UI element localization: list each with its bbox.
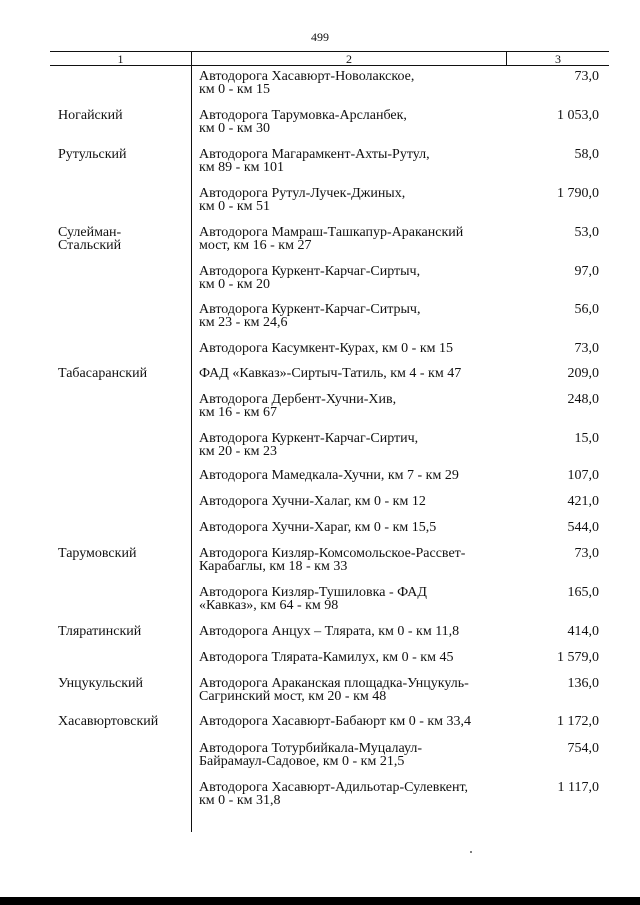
length-cell: 73,0: [574, 546, 599, 561]
road-cell: Автодорога Кизляр-Тушиловка - ФАД «Кавказ», км 64 - км 98: [199, 585, 427, 613]
district-cell: Хасавюртовский: [58, 714, 159, 729]
length-cell: 1 053,0: [557, 108, 599, 123]
scan-speck: [470, 851, 472, 853]
district-cell: Табасаранский: [58, 366, 148, 381]
length-cell: 248,0: [567, 392, 599, 407]
length-cell: 1 790,0: [557, 186, 599, 201]
road-cell: Автодорога Мамедкала-Хучни, км 7 - км 29: [199, 468, 459, 483]
district-cell: Сулейман- Стальский: [58, 225, 122, 253]
length-cell: 421,0: [567, 494, 599, 509]
length-cell: 53,0: [574, 225, 599, 240]
column-divider-1: [191, 51, 192, 832]
length-cell: 73,0: [574, 341, 599, 356]
district-cell: Ногайский: [58, 108, 123, 123]
road-cell: Автодорога Хучни-Хараг, км 0 - км 15,5: [199, 520, 437, 535]
district-cell: Рутульский: [58, 147, 127, 162]
district-cell: Тляратинский: [58, 624, 142, 639]
page-number: 499: [311, 30, 329, 44]
length-cell: 544,0: [567, 520, 599, 535]
length-cell: 414,0: [567, 624, 599, 639]
road-cell: Автодорога Дербент-Хучни-Хив, км 16 - км 67: [199, 392, 397, 420]
district-cell: Тарумовский: [58, 546, 137, 561]
length-cell: 97,0: [574, 264, 599, 279]
scan-bottom-edge: [0, 897, 640, 905]
road-cell: Автодорога Хасавюрт-Адильотар-Сулевкент, км 0 - км 31,8: [199, 780, 469, 808]
road-cell: Автодорога Хасавюрт-Бабаюрт км 0 - км 33,4: [199, 714, 472, 729]
road-cell: Автодорога Куркент-Карчаг-Сиртыч, км 0 - км 20: [199, 264, 421, 292]
length-cell: 209,0: [567, 366, 599, 381]
road-cell: Автодорога Мамраш-Ташкапур-Араканский мост, км 16 - км 27: [199, 225, 464, 253]
road-cell: ФАД «Кавказ»-Сиртыч-Татиль, км 4 - км 47: [199, 366, 462, 381]
length-cell: 1 172,0: [557, 714, 599, 729]
length-cell: 165,0: [567, 585, 599, 600]
road-cell: Автодорога Рутул-Лучек-Джиных, км 0 - км 51: [199, 186, 406, 214]
road-cell: Автодорога Хасавюрт-Новолакское, км 0 - км 15: [199, 69, 415, 97]
length-cell: 754,0: [567, 741, 599, 756]
road-cell: Автодорога Тлярата-Камилух, км 0 - км 45: [199, 650, 454, 665]
length-cell: 58,0: [574, 147, 599, 162]
length-cell: 107,0: [567, 468, 599, 483]
road-cell: Автодорога Куркент-Карчаг-Сиртич, км 20 - км 23: [199, 431, 419, 459]
road-cell: Автодорога Касумкент-Курах, км 0 - км 15: [199, 341, 453, 356]
column-header-2: 2: [346, 52, 352, 66]
length-cell: 1 117,0: [557, 780, 599, 795]
column-header-1: 1: [117, 52, 124, 66]
district-cell: Унцукульский: [58, 676, 144, 691]
length-cell: 56,0: [574, 302, 599, 317]
length-cell: 15,0: [574, 431, 599, 446]
road-cell: Автодорога Анцух – Тлярата, км 0 - км 11,8: [199, 624, 460, 639]
length-cell: 1 579,0: [557, 650, 599, 665]
road-cell: Автодорога Куркент-Карчаг-Ситрыч, км 23 - км 24,6: [199, 302, 421, 330]
road-cell: Автодорога Магарамкент-Ахты-Рутул, км 89 - км 101: [199, 147, 430, 175]
road-cell: Автодорога Тарумовка-Арсланбек, км 0 - км 30: [199, 108, 407, 136]
column-header-3: 3: [555, 52, 561, 66]
road-cell: Автодорога Хучни-Халаг, км 0 - км 12: [199, 494, 426, 509]
length-cell: 136,0: [567, 676, 599, 691]
road-cell: Автодорога Тотурбийкала-Муцалаул- Байрамаул-Садовое, км 0 - км 21,5: [199, 741, 423, 769]
road-cell: Автодорога Араканская площадка-Унцукуль- Сагринский мост, км 20 - км 48: [199, 676, 469, 704]
length-cell: 73,0: [574, 69, 599, 84]
road-cell: Автодорога Кизляр-Комсомольское-Рассвет- Карабаглы, км 18 - км 33: [199, 546, 466, 574]
